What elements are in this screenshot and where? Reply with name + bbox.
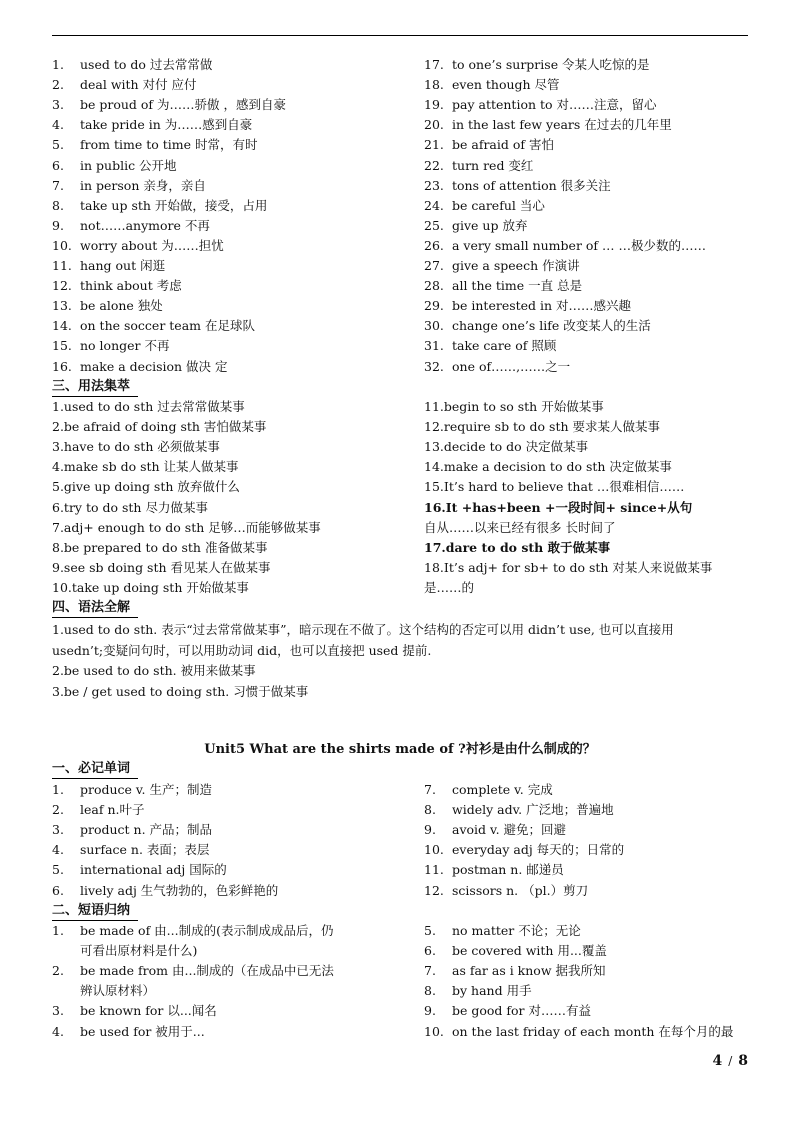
- grammar-line: 2.be used to do sth. 被用来做某事: [52, 663, 256, 678]
- short-phrase-number: 6.: [424, 943, 436, 959]
- phrase-text: deal with 对付 应付: [80, 77, 197, 93]
- usage-item: 2.be afraid of doing sth 害怕做某事: [52, 419, 267, 435]
- phrase-text: give a speech 作演讲: [452, 258, 580, 273]
- short-phrase-row: [424, 962, 606, 980]
- usage-text: 18.It’s adj+ for sb+ to do sth 对某人来说做某事: [424, 559, 713, 575]
- usage-text: 15.It’s hard to believe that …很难相信……: [424, 479, 685, 495]
- short-phrase-number: 7.: [424, 963, 436, 979]
- section-title-phrases: 二、短语归纳: [52, 903, 131, 918]
- word-number: 6.: [52, 882, 64, 898]
- phrase-row: [52, 96, 286, 114]
- phrase-row: [424, 96, 657, 114]
- phrase-row: [52, 317, 255, 335]
- usage-text: 自从……以来已经有很多 长时间了: [424, 519, 616, 535]
- short-phrase-text: be made from 由...制成的（在成品中已无法: [80, 963, 334, 979]
- usage-item: 9.see sb doing sth 看见某人在做某事: [52, 559, 271, 575]
- phrase-number: 3.: [52, 97, 64, 113]
- usage-text: It +has+been +一段时间+ since+从句: [445, 499, 693, 515]
- short-phrase-row: [52, 1023, 205, 1041]
- phrase-number: 22.: [424, 157, 444, 173]
- usage-row: [424, 438, 588, 456]
- phrase-number: 10.: [52, 237, 72, 253]
- word-text: surface n. 表面；表层: [80, 842, 210, 858]
- phrase-text: in public 公开地: [80, 157, 177, 173]
- phrase-row: [424, 157, 533, 175]
- usage-item: 7.adj+ enough to do sth 足够…而能够做某事: [52, 519, 321, 535]
- phrase-row: [424, 197, 545, 215]
- word-text: complete v. 完成: [452, 782, 553, 797]
- usage-text: 12.require sb to do sth 要求某人做某事: [424, 419, 661, 435]
- phrase-number: 18.: [424, 77, 444, 93]
- short-phrase-text: 可看出原材料是什么): [80, 943, 198, 959]
- word-number: 10.: [424, 842, 444, 858]
- phrase-row: [424, 337, 556, 355]
- word-row: [424, 821, 566, 839]
- phrase-text: take pride in 为……感到自豪: [80, 117, 253, 133]
- phrase-row: [52, 116, 252, 134]
- phrase-text: think about 考虑: [80, 278, 182, 294]
- phrase-row: [424, 56, 650, 74]
- short-phrase-text: be made of 由...制成的(表示制成成品后，仍: [80, 923, 334, 938]
- phrase-number: 14.: [52, 318, 72, 334]
- word-text: postman n. 邮递员: [452, 862, 564, 878]
- word-number: 7.: [424, 782, 436, 797]
- word-number: 4.: [52, 842, 64, 858]
- phrase-number: 1.: [52, 57, 64, 72]
- usage-row: [424, 458, 672, 476]
- phrase-row: [52, 136, 257, 154]
- phrase-number: 29.: [424, 298, 444, 314]
- word-text: produce v. 生产；制造: [80, 782, 212, 797]
- short-phrase-text: as far as i know 据我所知: [452, 963, 606, 979]
- phrase-number: 21.: [424, 137, 444, 153]
- phrase-number: 11.: [52, 258, 72, 273]
- section-rule: [52, 778, 138, 779]
- short-phrase-number: 1.: [52, 923, 64, 938]
- short-phrase-text: be used for 被用于...: [80, 1023, 205, 1039]
- short-phrase-row: [52, 942, 197, 960]
- grammar-line: usedn’t;变疑问句时，可以用助动词 did，也可以直接把 used 提前.: [52, 642, 432, 658]
- short-phrase-row: [52, 962, 334, 980]
- top-rule: [52, 35, 748, 36]
- section-title-grammar: 四、语法全解: [52, 600, 131, 615]
- phrase-text: be afraid of 害怕: [452, 137, 554, 153]
- phrase-number: 23.: [424, 177, 444, 193]
- word-row: [424, 841, 624, 859]
- short-phrase-number: 10.: [424, 1023, 444, 1039]
- phrase-text: change one’s life 改变某人的生活: [452, 318, 651, 334]
- usage-item: 3.have to do sth 必须做某事: [52, 439, 220, 455]
- phrase-number: 12.: [52, 278, 72, 294]
- word-text: leaf n.叶子: [80, 802, 145, 818]
- word-row: [52, 841, 209, 859]
- phrase-text: a very small number of … …极少数的……: [452, 237, 706, 253]
- short-phrase-row: [52, 922, 333, 940]
- word-number: 2.: [52, 802, 64, 818]
- phrase-number: 13.: [52, 298, 72, 314]
- word-row: [424, 781, 553, 799]
- phrase-number: 17.: [424, 57, 444, 72]
- phrase-number: 16.: [52, 358, 72, 374]
- phrase-row: [52, 56, 212, 74]
- phrase-number: 7.: [52, 177, 64, 193]
- word-text: lively adj 生气勃勃的，色彩鲜艳的: [80, 882, 279, 898]
- word-text: scissors n. （pl.）剪刀: [452, 882, 589, 898]
- short-phrase-text: on the last friday of each month 在每个月的最: [452, 1023, 734, 1039]
- phrase-row: [52, 358, 228, 376]
- phrase-text: be careful 当心: [452, 197, 545, 213]
- page-separator: /: [728, 1054, 733, 1068]
- page-total: 8: [738, 1053, 748, 1069]
- short-phrase-number: 8.: [424, 983, 436, 999]
- word-number: 12.: [424, 882, 444, 898]
- phrase-row: [424, 136, 554, 154]
- phrase-text: hang out 闲逛: [80, 258, 166, 273]
- usage-text: 14.make a decision to do sth 决定做某事: [424, 459, 672, 475]
- phrase-row: [424, 257, 580, 275]
- short-phrase-number: 2.: [52, 963, 64, 979]
- short-phrase-row: [52, 1002, 217, 1020]
- word-row: [52, 882, 278, 900]
- usage-item: 6.try to do sth 尽力做某事: [52, 499, 208, 515]
- phrase-number: 24.: [424, 197, 444, 213]
- usage-item: 5.give up doing sth 放弃做什么: [52, 479, 240, 495]
- phrase-text: one of……,……之一: [452, 358, 571, 374]
- phrase-text: give up 放弃: [452, 217, 528, 233]
- phrase-row: [424, 217, 527, 235]
- usage-row: [424, 478, 684, 496]
- short-phrase-text: no matter 不论；无论: [452, 923, 581, 938]
- phrase-text: turn red 变红: [452, 157, 534, 173]
- word-number: 5.: [52, 862, 64, 878]
- word-row: [52, 821, 212, 839]
- short-phrase-row: [424, 1023, 733, 1041]
- phrase-number: 28.: [424, 278, 444, 294]
- phrase-row: [52, 177, 206, 195]
- phrase-row: [52, 257, 165, 275]
- word-number: 11.: [424, 862, 444, 878]
- phrase-number: 8.: [52, 197, 64, 213]
- phrase-row: [424, 358, 570, 376]
- short-phrase-number: 3.: [52, 1003, 64, 1019]
- phrase-text: pay attention to 对……注意，留心: [452, 97, 657, 113]
- word-text: avoid v. 避免；回避: [452, 822, 567, 838]
- phrase-number: 2.: [52, 77, 64, 93]
- phrase-text: no longer 不再: [80, 338, 170, 354]
- phrase-row: [52, 76, 197, 94]
- usage-item: 1.used to do sth 过去常常做某事: [52, 399, 245, 414]
- phrase-row: [52, 277, 182, 295]
- phrase-row: [52, 297, 163, 315]
- phrase-number: 20.: [424, 117, 444, 133]
- phrase-text: take up sth 开始做，接受，占用: [80, 197, 268, 213]
- short-phrase-row: [424, 922, 581, 940]
- phrase-row: [424, 237, 706, 255]
- short-phrase-number: 5.: [424, 923, 436, 938]
- word-text: international adj 国际的: [80, 862, 227, 878]
- usage-number: 16.: [424, 499, 446, 515]
- phrase-row: [52, 217, 210, 235]
- usage-item: 10.take up doing sth 开始做某事: [52, 579, 249, 595]
- word-text: widely adv. 广泛地；普遍地: [452, 802, 614, 818]
- section-title-usage: 三、用法集萃: [52, 379, 131, 394]
- page-number: [712, 1053, 748, 1069]
- phrase-row: [424, 277, 582, 295]
- grammar-line: 1.used to do sth. 表示“过去常常做某事”，暗示现在不做了。这个结构的否定可以用 didn’t use, 也可以直接用: [52, 622, 674, 637]
- phrase-row: [424, 177, 611, 195]
- usage-row: [424, 579, 474, 597]
- word-row: [424, 801, 614, 819]
- word-row: [52, 801, 144, 819]
- phrase-text: all the time 一直 总是: [452, 278, 583, 294]
- short-phrase-row: [424, 982, 532, 1000]
- phrase-text: used to do 过去常常做: [80, 57, 213, 72]
- phrase-text: be interested in 对……感兴趣: [452, 298, 632, 314]
- usage-row: [424, 539, 610, 557]
- phrase-row: [52, 237, 224, 255]
- short-phrase-text: by hand 用手: [452, 983, 532, 999]
- phrase-row: [424, 76, 560, 94]
- usage-item: 8.be prepared to do sth 准备做某事: [52, 539, 268, 555]
- phrase-row: [52, 197, 267, 215]
- phrase-text: on the soccer team 在足球队: [80, 318, 255, 334]
- phrase-number: 25.: [424, 217, 444, 233]
- phrase-number: 26.: [424, 237, 444, 253]
- usage-item: 4.make sb do sth 让某人做某事: [52, 459, 239, 475]
- phrase-number: 31.: [424, 338, 444, 354]
- short-phrase-text: 辨认原材料）: [80, 983, 156, 999]
- phrase-number: 32.: [424, 358, 444, 374]
- phrase-row: [52, 157, 177, 175]
- phrase-number: 30.: [424, 318, 444, 334]
- phrase-row: [424, 116, 672, 134]
- usage-row: [424, 499, 692, 517]
- word-number: 3.: [52, 822, 64, 838]
- phrase-number: 27.: [424, 258, 444, 273]
- phrase-text: tons of attention 很多关注: [452, 177, 611, 193]
- word-number: 9.: [424, 822, 436, 838]
- usage-text: 是……的: [424, 579, 475, 595]
- phrase-text: to one’s surprise 令某人吃惊的是: [452, 57, 650, 72]
- phrase-text: in the last few years 在过去的几年里: [452, 117, 672, 133]
- section-rule: [52, 617, 138, 618]
- section-rule: [52, 396, 138, 397]
- phrase-text: in person 亲身，亲自: [80, 177, 206, 193]
- page-current: 4: [712, 1053, 723, 1069]
- phrase-text: make a decision 做决 定: [80, 358, 228, 374]
- short-phrase-row: [52, 982, 155, 1000]
- phrase-text: be alone 独处: [80, 298, 163, 314]
- phrase-text: take care of 照顾: [452, 338, 557, 354]
- usage-text: 13.decide to do 决定做某事: [424, 439, 589, 455]
- usage-row: [424, 519, 615, 537]
- short-phrase-text: be good for 对……有益: [452, 1003, 592, 1019]
- phrase-number: 9.: [52, 217, 64, 233]
- phrase-text: from time to time 时常，有时: [80, 137, 258, 153]
- phrase-text: even though 尽管: [452, 77, 560, 93]
- word-row: [424, 882, 588, 900]
- section-rule: [52, 920, 138, 921]
- usage-number: 17.: [424, 539, 446, 555]
- phrase-number: 15.: [52, 338, 72, 354]
- usage-row: [424, 559, 712, 577]
- usage-text: 11.begin to so sth 开始做某事: [424, 399, 604, 414]
- short-phrase-row: [424, 942, 607, 960]
- phrase-row: [424, 297, 631, 315]
- usage-row: [424, 398, 604, 416]
- phrase-text: not……anymore 不再: [80, 217, 210, 233]
- short-phrase-text: be known for 以...闻名: [80, 1003, 217, 1019]
- word-number: 1.: [52, 782, 64, 797]
- phrase-text: worry about 为……担忧: [80, 237, 224, 253]
- word-row: [52, 781, 212, 799]
- word-number: 8.: [424, 802, 436, 818]
- word-text: everyday adj 每天的；日常的: [452, 842, 625, 858]
- word-row: [424, 861, 564, 879]
- unit-title: Unit5 What are the shirts made of ?衬衫是由什么制成的？: [204, 742, 596, 757]
- usage-text: dare to do sth 敢于做某事: [445, 539, 611, 555]
- phrase-row: [424, 317, 651, 335]
- grammar-line: 3.be / get used to doing sth. 习惯于做某事: [52, 683, 309, 699]
- short-phrase-text: be covered with 用...覆盖: [452, 943, 607, 959]
- phrase-number: 4.: [52, 117, 64, 133]
- phrase-number: 6.: [52, 157, 64, 173]
- usage-row: [424, 418, 660, 436]
- phrase-text: be proud of 为……骄傲 ，感到自豪: [80, 97, 287, 113]
- word-row: [52, 861, 227, 879]
- short-phrase-number: 4.: [52, 1023, 64, 1039]
- phrase-row: [52, 337, 169, 355]
- word-text: product n. 产品；制品: [80, 822, 213, 838]
- phrase-number: 19.: [424, 97, 444, 113]
- short-phrase-row: [424, 1002, 591, 1020]
- phrase-number: 5.: [52, 137, 64, 153]
- section-title-words: 一、必记单词: [52, 761, 131, 776]
- short-phrase-number: 9.: [424, 1003, 436, 1019]
